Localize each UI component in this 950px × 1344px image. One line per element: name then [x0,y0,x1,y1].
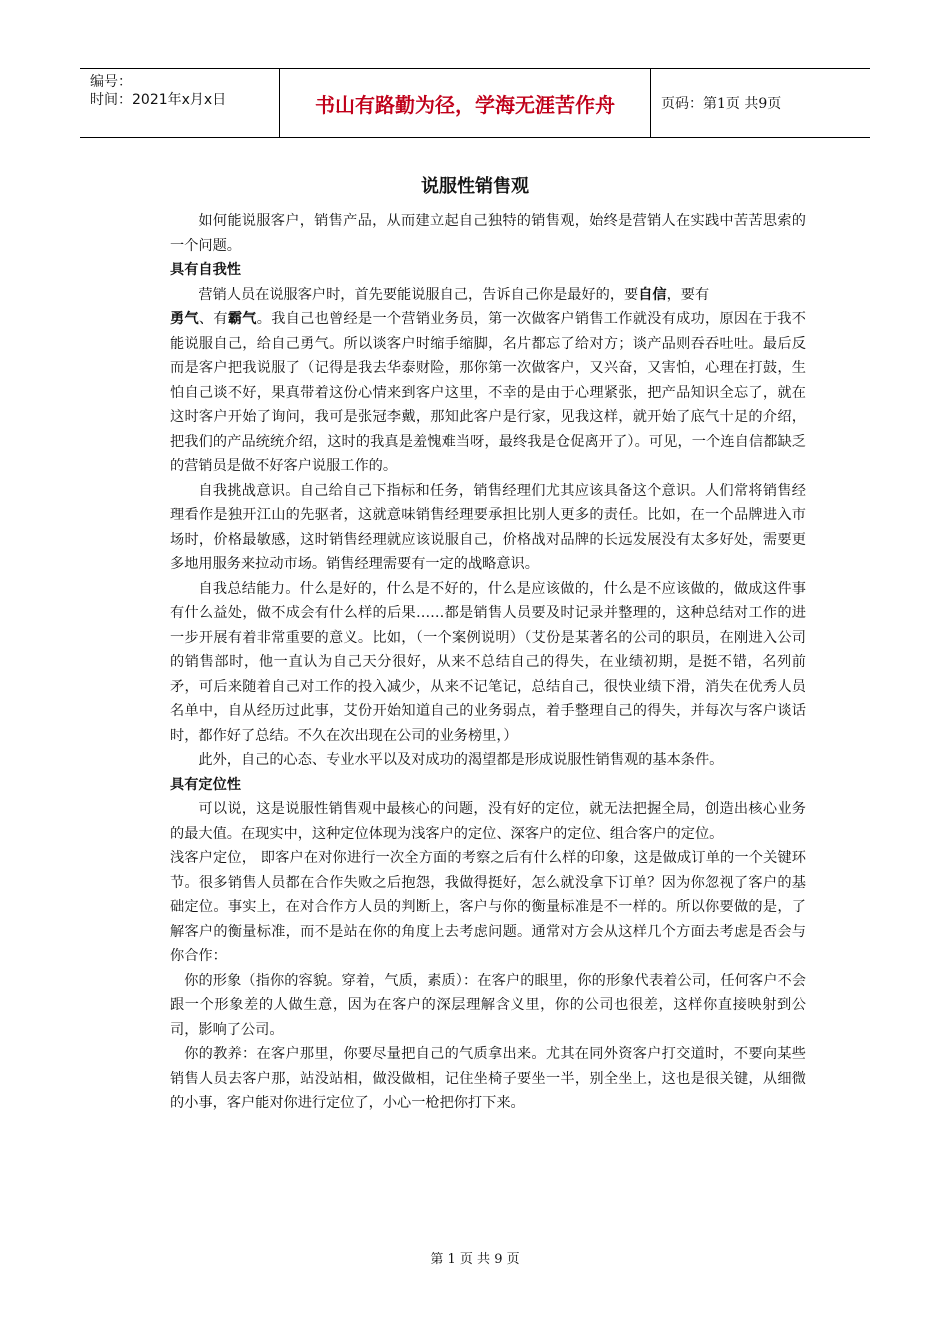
time-label: 时间：2021年x月x日 [90,92,227,108]
page-header [80,68,870,138]
bold-boldness: 霸气 [227,311,257,327]
document-body [170,209,806,1116]
paragraph-image: 你的形象（指你的容貌。穿着，气质，素质）：在客户的眼里，你的形象代表着公司，任何客户不会跟一个形象差的人做生意，因为在客户的深层理解含义里，你的公司也很差，这样你直接映射到公司，影响了公司。 [170,972,806,1038]
paragraph-self-summary: 自我总结能力。什么是好的，什么是不好的，什么是应该做的，什么是不应该做的，做成这件事有什么益处，做不成会有什么样的后果……都是销售人员要及时记录并整理的，这种总结对工作的进一步开展有着非常重要的意义。比如，（一个案例说明）（艾份是某著名的公司的职员，在刚进入公司的销售部时，他一直认为自己天分很好，从来不总结自己的得失，在业绩初期，是挺不错，名列前矛，可后来随着自己对工作的投入减少，从来不记笔记，总结自己，很快业绩下滑，消失在优秀人员名单中，自从经历过此事，艾份开始知道自己的业务弱点，着手整理自己的得失，并每次与客户谈话时，都作好了总结。不久在次出现在公司的业务榜里，） [170,580,806,744]
bold-courage: 勇气 [170,311,199,327]
paragraph-manners: 你的教养：在客户那里，你要尽量把自己的气质拿出来。尤其在同外资客户打交道时，不要向某些销售人员去客户那，站没站相，做没做相，记住坐椅子要坐一半，别全坐上，这也是很关键，从细微的小事，客户能对你进行定位了，小心一枪把你打下来。 [170,1046,806,1111]
header-motto: 书山有路勤为径，学海无涯苦作舟 [280,69,651,137]
paragraph-intro: 如何能说服客户，销售产品，从而建立起自己独特的销售观，始终是营销人在实践中苦苦思索的一个问题。 [170,213,806,254]
section-heading-positioning: 具有定位性 [170,776,241,793]
paragraph-mindset: 此外，自己的心态、专业水平以及对成功的渴望都是形成说服性销售观的基本条件。 [198,752,724,768]
paragraph-self-confidence: 营销人员在说服客户时，首先要能说服自己，告诉自己你是最好的，要自信，要有 勇气、有霸气。我自己也曾经是一个营销业务员，第一次做客户销售工作就没有成功，原因在于我不能说服自己，给自己勇气。所以谈客户时缩手缩脚，名片都忘了给对方；谈产品则吞吞吐吐。最后反而是客户把我说服了（记得是我去华泰财险，那你第一次做客户，又兴奋，又害怕，心理在打鼓，生怕自己谈不好，果真带着这份心情来到客户这里，不幸的是由于心理紧张，把产品知识全忘了，就在这时客户开始了询问，我可是张冠李戴，那知此客户是行家，见我这样，就开始了底气十足的介绍，把我们的产品统统介绍，这时的我真是羞愧难当呀，最终我是仓促离开了）。可见，一个连自信都缺乏的营销员是做不好客户说服工作的。 [170,286,806,474]
paragraph-shallow-client: 浅客户定位， 即客户在对你进行一次全方面的考察之后有什么样的印象，这是做成订单的一个关键环节。很多销售人员都在合作失败之后抱怨，我做得挺好，怎么就没拿下订单？因为你忽视了客户的基础定位。事实上，在对合作方人员的判断上，客户与你的衡量标准是不一样的。所以你要做的是，了解客户的衡量标准，而不是站在你的角度上去考虑问题。通常对方会从这样几个方面去考虑是否会与你合作： [170,850,806,964]
section-heading-self: 具有自我性 [170,262,241,278]
header-page-info: 页码：第1页 共9页 [661,96,782,112]
page-footer: 第 1 页 共 9 页 [430,1252,520,1267]
document-title: 说服性销售观 [421,176,529,197]
paragraph-self-challenge: 自我挑战意识。自己给自己下指标和任务，销售经理们尤其应该具备这个意识。人们常将销售经理看作是独开江山的先驱者，这就意味销售经理要承担比别人更多的责任。比如，在一个品牌进入市场时，价格最敏感，这时销售经理就应该说服自己，价格战对品牌的长远发展没有太多好处，需要更多地用服务来拉动市场。销售经理需要有一定的战略意识。 [170,482,806,572]
paragraph-positioning: 可以说，这是说服性销售观中最核心的问题，没有好的定位，就无法把握全局，创造出核心业务的最大值。在现实中，这种定位体现为浅客户的定位、深客户的定位、组合客户的定位。 [170,801,806,842]
number-label: 编号： [90,74,132,90]
bold-confidence: 自信 [638,286,667,303]
header-meta [80,69,280,137]
